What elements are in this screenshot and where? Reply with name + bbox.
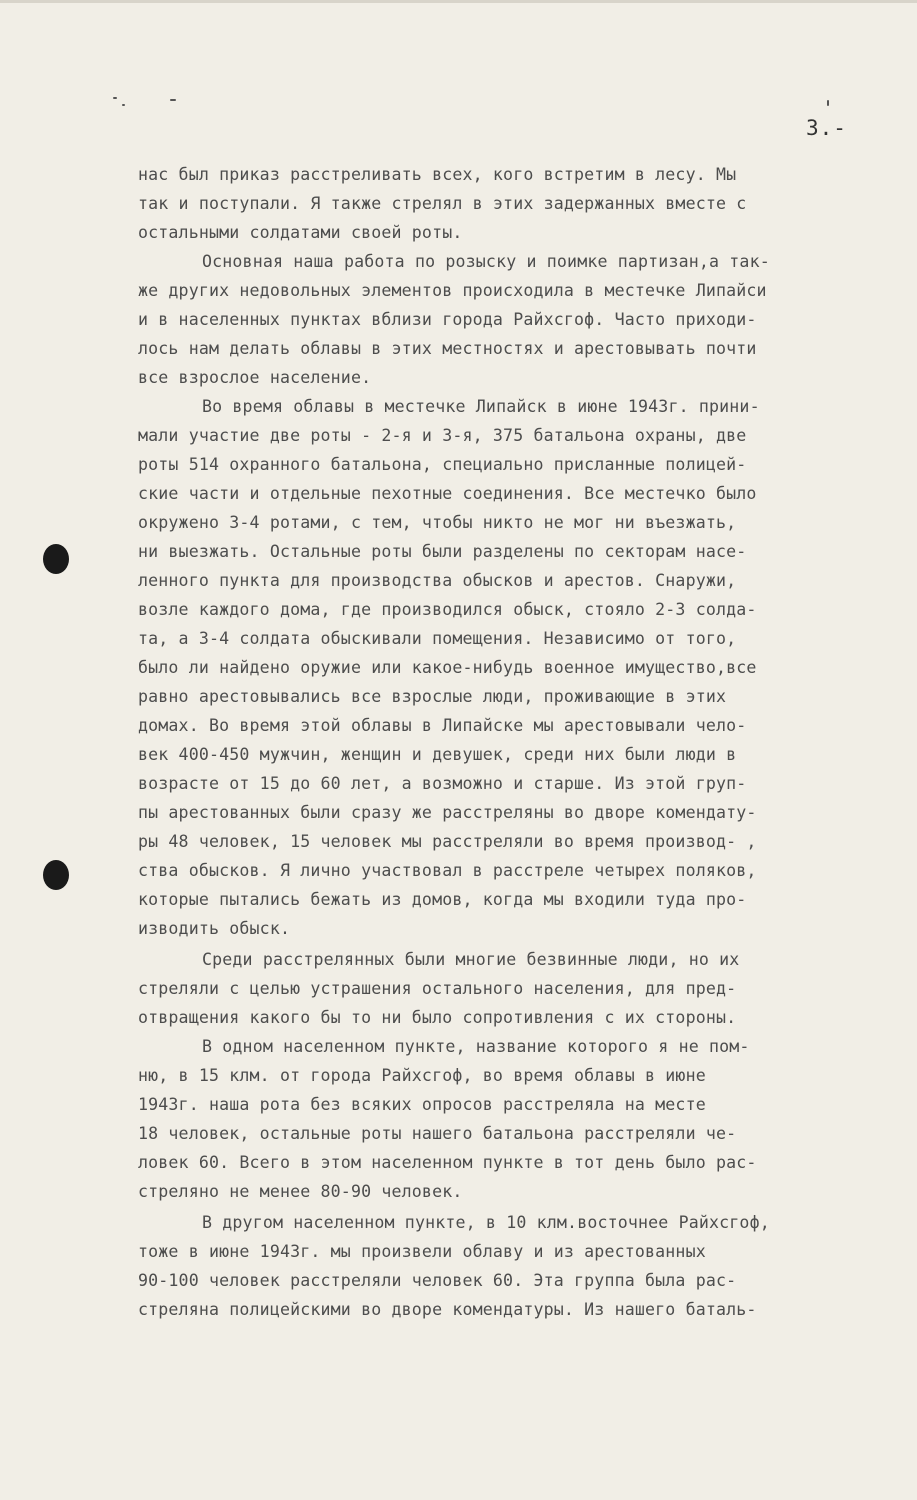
text-line: лось нам делать облавы в этих местностях и арестовывать почти [138, 339, 757, 358]
text-line: же других недовольных элементов происходила в местечке Липайси [138, 281, 767, 300]
text-line: ловек 60. Всего в этом населенном пункте в тот день было рас- [138, 1153, 757, 1172]
text-line: окружено 3-4 ротами, с тем, чтобы никто не мог ни въезжать, [138, 513, 737, 532]
text-line: ни выезжать. Остальные роты были разделены по секторам насе- [138, 542, 747, 561]
text-line: домах. Во время этой облавы в Липайске мы арестовывали чело- [138, 716, 747, 735]
text-line: ские части и отдельные пехотные соединения. Все местечко было [138, 484, 757, 503]
ink-speck [170, 99, 176, 101]
text-line: пы арестованных были сразу же расстреляны во дворе комендату- [138, 803, 757, 822]
ink-speck [113, 97, 117, 99]
text-line: было ли найдено оружие или какое-нибудь военное имущество,все [138, 658, 757, 677]
text-line: все взрослое население. [138, 368, 372, 387]
paragraph-start-line: Среди расстрелянных были многие безвинные люди, но их [202, 950, 740, 969]
paragraph-start-line: Основная наша работа по розыску и поимке партизан,а так- [202, 252, 770, 271]
text-line: та, а 3-4 солдата обыскивали помещения. Независимо от того, [138, 629, 737, 648]
text-line: нас был приказ расстреливать всех, кого встретим в лесу. Мы [138, 165, 737, 184]
text-line: изводить обыск. [138, 919, 291, 938]
text-line: 90-100 человек расстреляли человек 60. Эта группа была рас- [138, 1271, 737, 1290]
ink-speck [122, 104, 125, 106]
text-line: остальными солдатами своей роты. [138, 223, 463, 242]
paragraph-start-line: Во время облавы в местечке Липайск в июне 1943г. прини- [202, 397, 760, 416]
text-line: 1943г. наша рота без всяких опросов расстреляла на месте [138, 1095, 706, 1114]
paragraph-start-line: В одном населенном пункте, название которого я не пом- [202, 1037, 750, 1056]
text-line: стреляно не менее 80-90 человек. [138, 1182, 463, 1201]
text-line: мали участие две роты - 2-я и 3-я, 375 батальона охраны, две [138, 426, 747, 445]
text-line: и в населенных пунктах вблизи города Райхсгоф. Часто приходи- [138, 310, 757, 329]
text-line: стреляна полицейскими во дворе комендатуры. Из нашего баталь- [138, 1300, 757, 1319]
punch-hole [43, 544, 69, 574]
text-line: тоже в июне 1943г. мы произвели облаву и из арестованных [138, 1242, 706, 1261]
text-line: возрасте от 15 до 60 лет, а возможно и старше. Из этой груп- [138, 774, 747, 793]
punch-hole [43, 860, 69, 890]
page-number: 3.- [806, 116, 847, 140]
typed-text [138, 160, 878, 1324]
text-line: ры 48 человек, 15 человек мы расстреляли во время производ- , [138, 832, 757, 851]
text-line: которые пытались бежать из домов, когда мы входили туда про- [138, 890, 747, 909]
text-line: возле каждого дома, где производился обыск, стояло 2-3 солда- [138, 600, 757, 619]
text-line: равно арестовывались все взрослые люди, проживающие в этих [138, 687, 727, 706]
text-line: стреляли с целью устрашения остального населения, для пред- [138, 979, 737, 998]
text-line: ленного пункта для производства обысков и арестов. Снаружи, [138, 571, 737, 590]
text-line: 18 человек, остальные роты нашего батальона расстреляли че- [138, 1124, 737, 1143]
text-line: так и поступали. Я также стрелял в этих задержанных вместе с [138, 194, 747, 213]
paragraph-start-line: В другом населенном пункте, в 10 клм.восточнее Райхсгоф, [202, 1213, 770, 1232]
text-line: отвращения какого бы то ни было сопротивления с их стороны. [138, 1008, 737, 1027]
text-line: роты 514 охранного батальона, специально присланные полицей- [138, 455, 747, 474]
text-line: век 400-450 мужчин, женщин и девушек, среди них были люди в [138, 745, 737, 764]
text-line: ства обысков. Я лично участвовал в расстреле четырех поляков, [138, 861, 757, 880]
text-line: ню, в 15 клм. от города Райхсгоф, во время облавы в июне [138, 1066, 706, 1085]
ink-speck [827, 100, 829, 106]
